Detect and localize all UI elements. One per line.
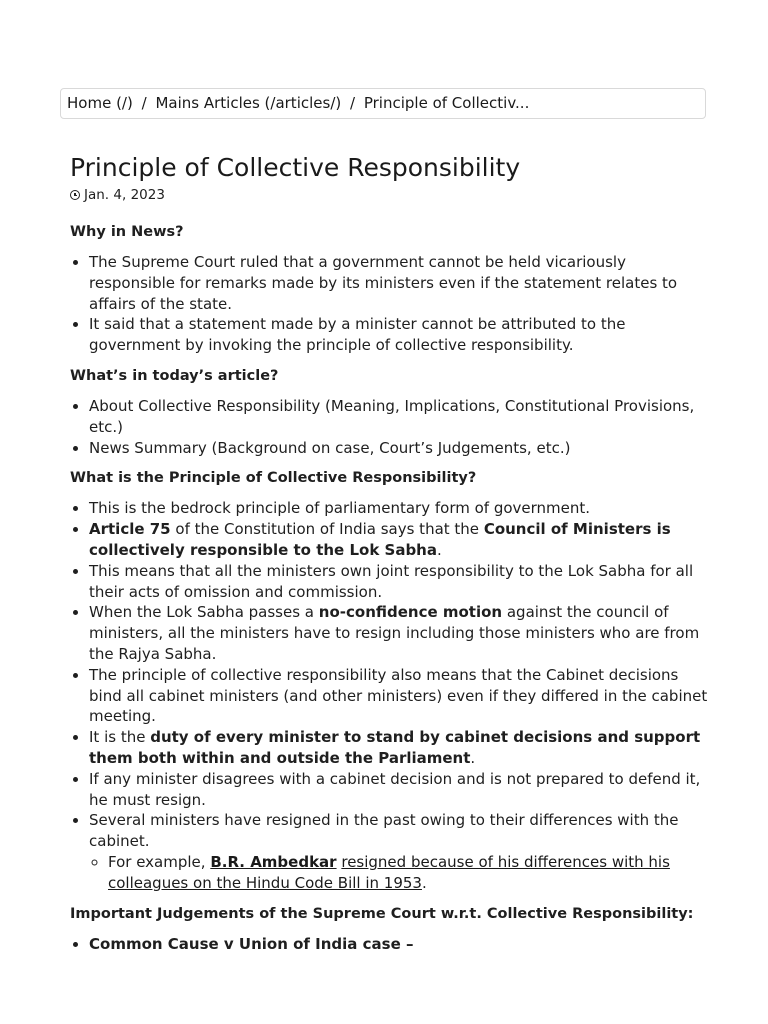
heading-why-in-news: Why in News? [70, 224, 184, 240]
text: . [421, 873, 427, 892]
list-item [89, 810, 710, 893]
list-item: • If any minister disagrees with a cabinet decision and is not prepared to defend it, he must resign. [89, 769, 710, 811]
list-item: • This means that all the ministers own joint responsibility to the Lok Sabha for all their acts of omission and commission. [89, 561, 710, 603]
breadcrumb-home-link[interactable]: Home (/) [67, 94, 133, 112]
judgements-list [70, 934, 710, 955]
text: Several ministers have resigned in the past owing to their differences with the cabinet. [89, 811, 679, 851]
bold-text: B.R. Ambedkar [210, 852, 337, 871]
list-item: • News Summary (Background on case, Court’s Judgements, etc.) [89, 438, 710, 459]
list-item [89, 934, 710, 955]
text: of the Constitution of India says that the [170, 520, 484, 539]
text: When the Lok Sabha passes a [89, 603, 319, 622]
bold-text: no-confidence motion [318, 603, 503, 622]
sub-list [89, 852, 710, 894]
bold-text: Article 75 [89, 520, 171, 539]
date-text: Jan. 4, 2023 [84, 187, 165, 203]
ambedkar-link[interactable] [210, 853, 336, 871]
text: For example, [108, 852, 211, 871]
list-item: • This is the bedrock principle of parliamentary form of government. [89, 498, 710, 519]
breadcrumb-separator: / [141, 94, 147, 112]
article-date [70, 186, 710, 204]
list-item [89, 519, 710, 561]
text: . [436, 540, 442, 559]
text: against the council of ministers, all the ministers have to resign including those ministers who are from the Rajya Sabha. [89, 603, 700, 663]
heading-todays-article: What’s in today’s article? [70, 367, 279, 384]
breadcrumb-current: Principle of Collectiv... [363, 94, 530, 112]
bold-text: Common Cause v Union of India case – [89, 934, 414, 953]
list-item [89, 602, 710, 664]
list-item: • The principle of collective responsibility also means that the Cabinet decisions bind all cabinet ministers (and other ministers) even if they differed in the cabinet meeting. [89, 665, 710, 727]
text: . [470, 748, 476, 767]
bold-text: Council of Ministers is collectively responsible to the Lok Sabha [89, 520, 671, 559]
breadcrumb-separator: / [350, 94, 356, 112]
hindu-code-bill-link[interactable]: resigned because of his differences with his colleagues on the Hindu Code Bill in 1953 [108, 852, 670, 892]
heading-principle: What is the Principle of Collective Responsibility? [70, 470, 477, 487]
article-content [70, 150, 710, 954]
principle-list [70, 498, 710, 893]
text: It is the [89, 728, 151, 747]
list-item: • The Supreme Court ruled that a government cannot be held vicariously responsible for remarks made by its ministers even if the statement relates to affairs of the state. [89, 252, 710, 314]
page-title: Principle of Collective Responsibility [70, 153, 521, 182]
list-item: • About Collective Responsibility (Meaning, Implications, Constitutional Provisions, etc.) [89, 396, 710, 438]
clock-icon [70, 190, 80, 200]
breadcrumb-mains-link[interactable]: Mains Articles (/articles/) [155, 94, 342, 112]
today-list [70, 396, 710, 458]
why-list [70, 252, 710, 356]
list-item: • It said that a statement made by a minister cannot be attributed to the government by invoking the principle of collective responsibility. [89, 314, 710, 356]
heading-judgements: Important Judgements of the Supreme Court w.r.t. Collective Responsibility: [70, 905, 694, 922]
sub-list-item [108, 852, 710, 894]
list-item [89, 727, 710, 769]
bold-text: duty of every minister to stand by cabinet decisions and support them both within and outside the Parliament [89, 728, 701, 767]
breadcrumb [60, 88, 706, 119]
